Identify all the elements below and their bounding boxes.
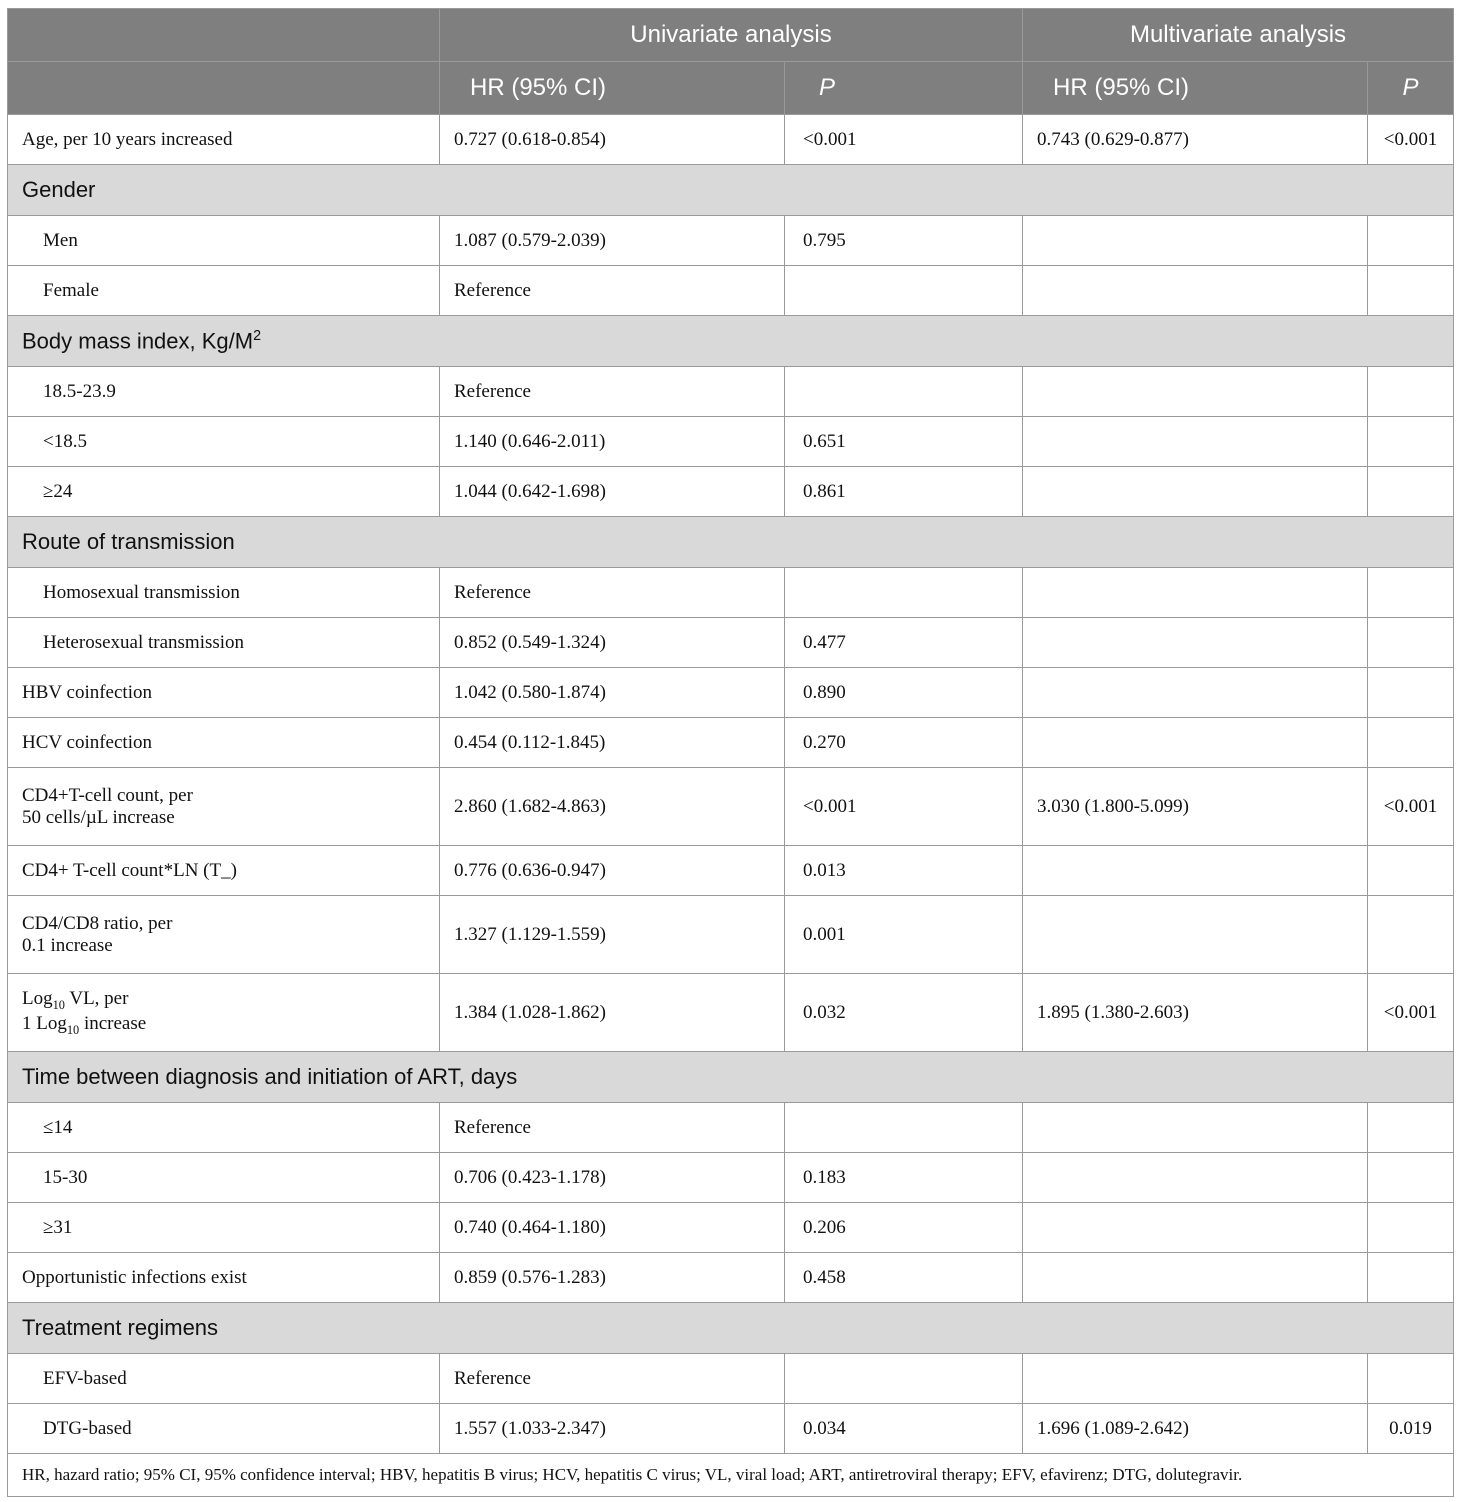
multivariate-hr-cell	[1023, 568, 1368, 618]
multivariate-p-cell: <0.001	[1368, 115, 1454, 165]
header-row-columns	[8, 62, 1454, 115]
univariate-p-cell: 0.458	[785, 1253, 1023, 1303]
table-row	[8, 1103, 1454, 1153]
variable-label: ≤14	[8, 1103, 440, 1153]
univariate-p-cell: 0.477	[785, 618, 1023, 668]
header-multivariate-p: P	[1368, 62, 1454, 115]
header-univariate-p: P	[785, 62, 1023, 115]
section-label-text: Time between diagnosis and initiation of ART, days	[22, 1064, 518, 1089]
univariate-hr-cell: 0.454 (0.112-1.845)	[440, 718, 785, 768]
table-row	[8, 896, 1454, 974]
univariate-hr-cell: 1.384 (1.028-1.862)	[440, 974, 785, 1052]
univariate-hr-cell: 2.860 (1.682-4.863)	[440, 768, 785, 846]
variable-label: CD4+ T-cell count*LN (T_)	[8, 846, 440, 896]
footnote-row	[8, 1454, 1454, 1497]
variable-label: Heterosexual transmission	[8, 618, 440, 668]
table-row	[8, 1203, 1454, 1253]
header-univariate: Univariate analysis	[440, 9, 1023, 62]
section-header-row	[8, 1303, 1454, 1354]
table-row	[8, 618, 1454, 668]
univariate-hr-cell: Reference	[440, 266, 785, 316]
variable-label-part: increase	[79, 1012, 147, 1034]
section-header-row	[8, 165, 1454, 216]
multivariate-p-cell	[1368, 668, 1454, 718]
header-univariate-hr: HR (95% CI)	[440, 62, 785, 115]
multivariate-hr-cell	[1023, 846, 1368, 896]
multivariate-hr-cell	[1023, 668, 1368, 718]
table-body	[8, 115, 1454, 1454]
multivariate-hr-cell: 1.696 (1.089-2.642)	[1023, 1404, 1368, 1454]
variable-label: 18.5-23.9	[8, 367, 440, 417]
table-row	[8, 846, 1454, 896]
multivariate-p-cell	[1368, 266, 1454, 316]
multivariate-hr-cell	[1023, 896, 1368, 974]
univariate-p-cell: 0.795	[785, 216, 1023, 266]
section-header-row	[8, 1052, 1454, 1103]
table-row	[8, 417, 1454, 467]
table-row	[8, 1404, 1454, 1454]
section-label	[8, 165, 1454, 216]
variable-label: ≥31	[8, 1203, 440, 1253]
table-row	[8, 768, 1454, 846]
table-row	[8, 216, 1454, 266]
univariate-p-cell	[785, 1103, 1023, 1153]
multivariate-hr-cell	[1023, 718, 1368, 768]
variable-label-part: 1 Log	[22, 1012, 67, 1034]
univariate-hr-cell: 1.044 (0.642-1.698)	[440, 467, 785, 517]
variable-label: EFV-based	[8, 1354, 440, 1404]
univariate-hr-cell: Reference	[440, 568, 785, 618]
variable-label-line2: 0.1 increase	[22, 934, 113, 956]
table-row	[8, 568, 1454, 618]
multivariate-hr-cell	[1023, 266, 1368, 316]
multivariate-hr-cell: 1.895 (1.380-2.603)	[1023, 974, 1368, 1052]
variable-label-line1: CD4+T-cell count, per	[22, 784, 193, 806]
multivariate-hr-cell	[1023, 216, 1368, 266]
univariate-p-cell: 0.183	[785, 1153, 1023, 1203]
variable-label: HBV coinfection	[8, 668, 440, 718]
multivariate-p-cell	[1368, 896, 1454, 974]
section-header-row	[8, 517, 1454, 568]
univariate-hr-cell: Reference	[440, 367, 785, 417]
multivariate-p-cell	[1368, 618, 1454, 668]
table-row	[8, 1253, 1454, 1303]
multivariate-hr-cell	[1023, 1253, 1368, 1303]
section-label	[8, 1052, 1454, 1103]
footnote: HR, hazard ratio; 95% CI, 95% confidence interval; HBV, hepatitis B virus; HCV, hepatitis C virus; VL, viral load; ART, antiretroviral therapy; EFV, efavirenz; DTG, dolutegravir.	[8, 1454, 1454, 1497]
univariate-p-cell	[785, 1354, 1023, 1404]
multivariate-p-cell	[1368, 1253, 1454, 1303]
variable-label: <18.5	[8, 417, 440, 467]
variable-label-part: VL, per	[64, 987, 129, 1009]
table-row	[8, 718, 1454, 768]
univariate-p-cell: 0.206	[785, 1203, 1023, 1253]
univariate-hr-cell: 0.740 (0.464-1.180)	[440, 1203, 785, 1253]
variable-label: DTG-based	[8, 1404, 440, 1454]
table-row	[8, 115, 1454, 165]
section-label-text: Route of transmission	[22, 529, 235, 554]
univariate-p-cell	[785, 568, 1023, 618]
multivariate-hr-cell	[1023, 1203, 1368, 1253]
univariate-p-cell: 0.651	[785, 417, 1023, 467]
variable-label: 15-30	[8, 1153, 440, 1203]
variable-label	[8, 974, 440, 1052]
univariate-p-cell: 0.034	[785, 1404, 1023, 1454]
univariate-p-cell: 0.890	[785, 668, 1023, 718]
multivariate-p-cell	[1368, 1203, 1454, 1253]
univariate-hr-cell: 0.859 (0.576-1.283)	[440, 1253, 785, 1303]
variable-label: Female	[8, 266, 440, 316]
table-row	[8, 1153, 1454, 1203]
multivariate-p-cell	[1368, 367, 1454, 417]
multivariate-hr-cell	[1023, 467, 1368, 517]
univariate-p-cell: <0.001	[785, 768, 1023, 846]
multivariate-hr-cell	[1023, 1153, 1368, 1203]
multivariate-p-cell	[1368, 1354, 1454, 1404]
univariate-p-cell: <0.001	[785, 115, 1023, 165]
multivariate-p-cell	[1368, 1153, 1454, 1203]
header-blank-cell	[8, 62, 440, 115]
variable-label	[8, 896, 440, 974]
univariate-hr-cell: 1.087 (0.579-2.039)	[440, 216, 785, 266]
multivariate-p-cell	[1368, 846, 1454, 896]
variable-label-part: 10	[52, 997, 65, 1012]
univariate-hr-cell: 0.852 (0.549-1.324)	[440, 618, 785, 668]
multivariate-hr-cell	[1023, 417, 1368, 467]
table-row	[8, 266, 1454, 316]
variable-label	[8, 768, 440, 846]
section-label-text: Treatment regimens	[22, 1315, 219, 1340]
univariate-p-cell	[785, 266, 1023, 316]
table-row	[8, 467, 1454, 517]
variable-label: HCV coinfection	[8, 718, 440, 768]
table-row	[8, 974, 1454, 1052]
multivariate-hr-cell	[1023, 618, 1368, 668]
section-header-row	[8, 316, 1454, 367]
section-label	[8, 517, 1454, 568]
section-label	[8, 316, 1454, 367]
variable-label-line2: 50 cells/µL increase	[22, 806, 175, 828]
variable-label: ≥24	[8, 467, 440, 517]
multivariate-p-cell	[1368, 467, 1454, 517]
variable-label: Age, per 10 years increased	[8, 115, 440, 165]
univariate-hr-cell: 1.140 (0.646-2.011)	[440, 417, 785, 467]
variable-label-part: 10	[66, 1022, 80, 1037]
section-label-superscript: 2	[253, 327, 262, 344]
variable-label: Men	[8, 216, 440, 266]
section-label-text: Body mass index, Kg/M	[22, 328, 254, 354]
multivariate-p-cell: 0.019	[1368, 1404, 1454, 1454]
section-label	[8, 1303, 1454, 1354]
multivariate-hr-cell: 3.030 (1.800-5.099)	[1023, 768, 1368, 846]
multivariate-p-cell: <0.001	[1368, 768, 1454, 846]
univariate-hr-cell: Reference	[440, 1103, 785, 1153]
multivariate-p-cell: <0.001	[1368, 974, 1454, 1052]
univariate-hr-cell: 0.776 (0.636-0.947)	[440, 846, 785, 896]
hazard-ratio-table	[7, 8, 1454, 1497]
header-blank-cell	[8, 9, 440, 62]
univariate-hr-cell: 1.042 (0.580-1.874)	[440, 668, 785, 718]
univariate-p-cell: 0.013	[785, 846, 1023, 896]
univariate-p-cell	[785, 367, 1023, 417]
multivariate-p-cell	[1368, 417, 1454, 467]
table-row	[8, 1354, 1454, 1404]
header-multivariate-hr: HR (95% CI)	[1023, 62, 1368, 115]
univariate-hr-cell: 0.706 (0.423-1.178)	[440, 1153, 785, 1203]
hazard-ratio-table-container	[7, 8, 1453, 1497]
header-row-groups	[8, 9, 1454, 62]
multivariate-hr-cell	[1023, 1103, 1368, 1153]
variable-label: Homosexual transmission	[8, 568, 440, 618]
header-multivariate: Multivariate analysis	[1023, 9, 1454, 62]
univariate-hr-cell: 1.327 (1.129-1.559)	[440, 896, 785, 974]
univariate-p-cell: 0.032	[785, 974, 1023, 1052]
multivariate-p-cell	[1368, 1103, 1454, 1153]
univariate-hr-cell: 0.727 (0.618-0.854)	[440, 115, 785, 165]
section-label-text: Gender	[22, 177, 96, 202]
univariate-p-cell: 0.270	[785, 718, 1023, 768]
multivariate-p-cell	[1368, 216, 1454, 266]
variable-label-line1: CD4/CD8 ratio, per	[22, 912, 173, 934]
multivariate-hr-cell	[1023, 1354, 1368, 1404]
multivariate-hr-cell	[1023, 367, 1368, 417]
univariate-p-cell: 0.001	[785, 896, 1023, 974]
table-row	[8, 668, 1454, 718]
table-row	[8, 367, 1454, 417]
univariate-p-cell: 0.861	[785, 467, 1023, 517]
multivariate-hr-cell: 0.743 (0.629-0.877)	[1023, 115, 1368, 165]
multivariate-p-cell	[1368, 718, 1454, 768]
univariate-hr-cell: 1.557 (1.033-2.347)	[440, 1404, 785, 1454]
multivariate-p-cell	[1368, 568, 1454, 618]
variable-label: Opportunistic infections exist	[8, 1253, 440, 1303]
variable-label-part: Log	[22, 987, 53, 1009]
univariate-hr-cell: Reference	[440, 1354, 785, 1404]
